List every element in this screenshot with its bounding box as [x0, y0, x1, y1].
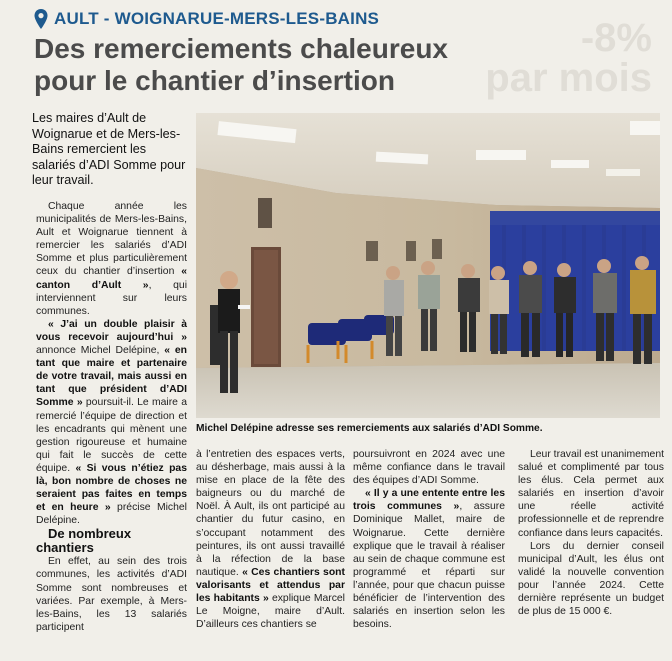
quote-run: « Si vous n’étiez pas là, bon nombre de choses ne seraient pas faites en temps et en heure »: [36, 462, 187, 514]
text-run: annonce Michel Delépine,: [36, 345, 165, 357]
quote-run: « Il y a une entente entre les trois communes »: [353, 488, 505, 513]
lede: Les maires d’Ault de Woignarue et de Mers-les-Bains remercient les salariés d’ADI Somme pour leur travail.: [32, 111, 186, 187]
article-column-3: [353, 448, 505, 631]
text-run: Chaque année les municipalités de Mers-les-Bains, Ault et Woignarue tiennent à remercier les salariés d’ADI Somme et plus particulièrement ceux du chantier d’insertion: [36, 201, 187, 278]
headline: [34, 33, 654, 100]
article-column-1: [36, 200, 187, 634]
text-run: , assure Dominique Mallet, maire de Woignarue. Cette dernière explique que le travail à réaliser au sein de chaque commune est programmé et réparti sur l’année, pour que chacun puisse bénéficier de l’intervention des salariés en insertion selon les besoins.: [353, 501, 505, 631]
headline-line-2: pour le chantier d’insertion: [34, 65, 395, 96]
paragraph: Leur travail est unanimement salué et complimenté par tous les élus. Cela permet aux salariés en insertion d’avoir une réelle activité professionnelle et de reprendre confiance dans leurs capacités.: [518, 449, 664, 539]
paragraph: [36, 318, 187, 528]
text-run: à l’entretien des espaces verts, au désherbage, mais aussi à la mise en place de la fête des baigneurs ou du marché de Noël. À Ault, ils ont participé au chantier du futur casino, en s’occupant notamment des peintures, ils ont aussi travaillé à la réfection de la base nautique.: [196, 449, 345, 578]
subheading: De nombreux chantiers: [36, 526, 132, 556]
location-kicker: [34, 9, 379, 29]
photo-illustration: [196, 113, 660, 418]
paragraph: [353, 487, 505, 631]
ghost-line-1: -8%: [580, 16, 652, 60]
map-pin-icon: [34, 9, 48, 29]
bold-run: « canton d’Ault »: [36, 266, 187, 291]
paragraph: Lors du dernier conseil municipal d’Ault, les élus ont validé la nouvelle convention pour l’année 2024. Cette dernière représente un budget de plus de 15 000 €.: [518, 540, 664, 618]
text-run: poursuit-il. Le maire a remercié l’équipe de direction et les encadrants qui mènent une gestion rigoureuse et humaine qui fait le succès de cette équipe.: [36, 397, 188, 474]
article-column-4: [518, 448, 664, 618]
quote-run: « J’ai un double plaisir à vous recevoir aujourd’hui »: [36, 318, 187, 343]
text-run: précise Michel Delépine.: [36, 502, 187, 527]
quote-run: « Ces chantiers sont valorisants et attendus par les habitants »: [196, 566, 345, 605]
kicker-text: AULT - WOIGNARUE-MERS-LES-BAINS: [54, 9, 380, 28]
article-photo: [196, 113, 660, 418]
paragraph: poursuivront en 2024 avec une même confiance dans le travail des équipes d’ADI Somme.: [353, 449, 505, 487]
article-column-2: [196, 448, 345, 631]
headline-line-1: Des remerciements chaleureux: [34, 33, 448, 64]
photo-caption: Michel Delépine adresse ses remerciements aux salariés d’ADI Somme.: [196, 423, 543, 434]
paragraph: En effet, au sein des trois communes, les activités d’ADI Somme sont nombreuses et variées. Par exemple, à Mers-les-Bains, les 13 salariés participent: [36, 556, 187, 633]
paragraph: [36, 200, 187, 318]
paragraph: [196, 448, 345, 631]
text-run: , qui interviennent sur leurs communes.: [36, 279, 188, 317]
text-run: explique Marcel Le Moigne, maire d’Ault. D’ailleurs ces chantiers se: [196, 593, 345, 631]
quote-run: « en tant que maire et partenaire de votre travail, mais aussi en tant que président d’ADI Somme »: [36, 345, 187, 409]
ghost-line-2: par mois: [485, 56, 652, 100]
